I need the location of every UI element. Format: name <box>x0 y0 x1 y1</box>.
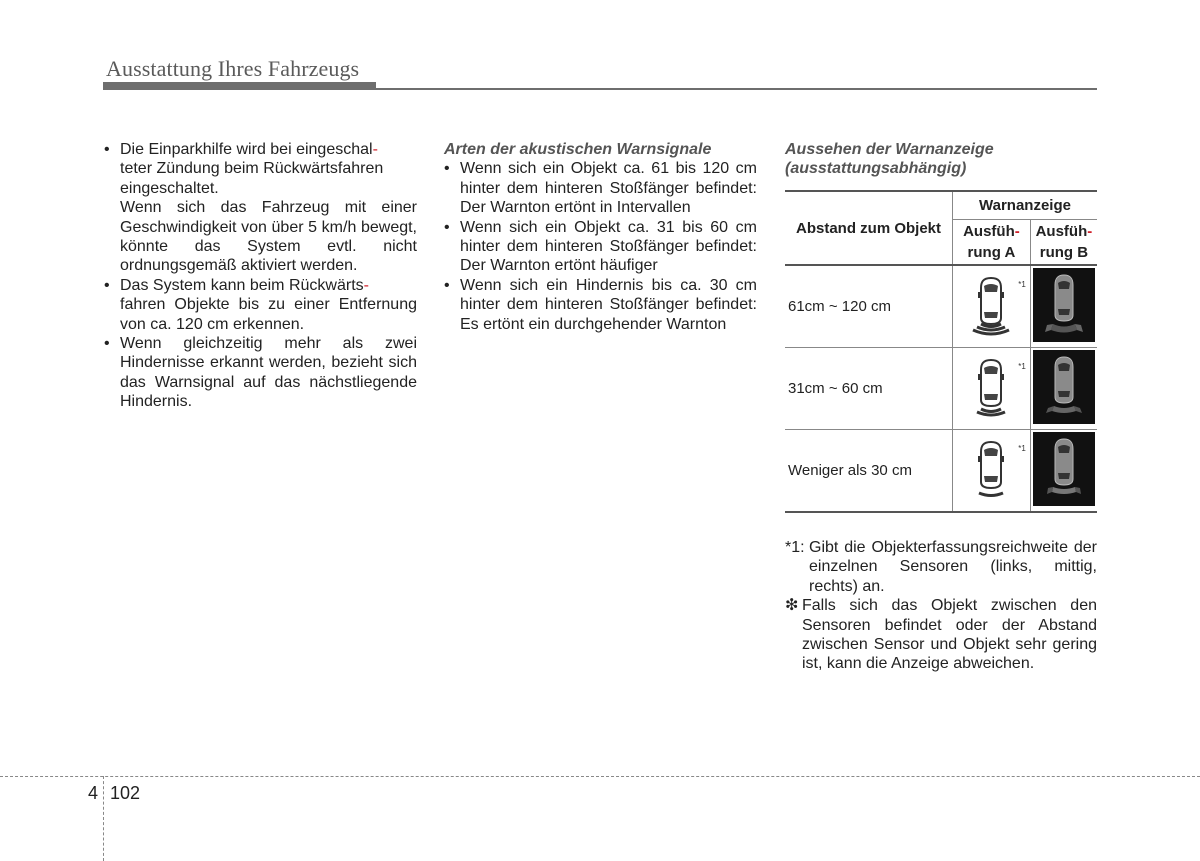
chapter-number: 4 <box>88 783 99 803</box>
heading-line: Aussehen der Warnanzeige <box>785 141 994 158</box>
page-number: 102 <box>110 783 141 803</box>
text-line: Die Einparkhilfe wird bei eingeschal <box>120 141 373 158</box>
icon-cell-a <box>953 430 1031 513</box>
hyphen-mark: - <box>1087 223 1093 240</box>
warning-display-table <box>785 190 1097 513</box>
header-warning-display: Warnanzeige <box>953 191 1098 220</box>
list-item: • Wenn sich ein Objekt ca. 61 bis 120 cm hinter dem hinteren Stoßfänger befindet: Der Warnton ertönt in Intervallen <box>444 159 757 217</box>
car-sensor-display-icon <box>1033 350 1095 424</box>
asterism-icon: ❇ <box>785 597 799 615</box>
page-header-title: Ausstattung Ihres Fahrzeugs <box>106 56 360 81</box>
car-sensor-display-icon <box>1033 268 1095 342</box>
car-sensor-display-icon <box>1033 432 1095 506</box>
header-version-a <box>953 220 1031 266</box>
icon-cell-b <box>1030 265 1097 348</box>
header-text: rung B <box>1039 244 1089 261</box>
footnote-mark: *1 <box>1018 280 1026 289</box>
footnote-mark: *1 <box>1018 362 1026 371</box>
distance-cell: 61cm ~ 120 cm <box>785 265 953 348</box>
list-item <box>104 140 417 198</box>
car-sensor-outline-icon <box>955 436 1027 502</box>
footnote-1 <box>785 538 1097 596</box>
footnote-text: Gibt die Objekterfassungsreichweite der einzelnen Sensoren (links, mittig, rechts) an. <box>809 539 1097 595</box>
list-item: • Wenn sich ein Objekt ca. 31 bis 60 cm hinter dem hinteren Stoßfänger befindet: Der Warnton ertönt häufiger <box>444 218 757 276</box>
car-sensor-outline-icon <box>955 272 1027 338</box>
hyphen-mark: - <box>372 141 378 158</box>
header-text: Ausfüh <box>963 223 1015 240</box>
icon-cell-b <box>1030 348 1097 430</box>
distance-cell: Weniger als 30 cm <box>785 430 953 513</box>
footnotes <box>785 538 1097 674</box>
car-sensor-outline-icon <box>955 354 1027 420</box>
section-heading <box>785 140 1097 179</box>
header-rule-thick <box>103 82 376 90</box>
footer-rule <box>0 776 1200 777</box>
table-row <box>785 348 1097 430</box>
header-version-b <box>1030 220 1097 266</box>
list-item: • Wenn gleichzeitig mehr als zwei Hindernisse erkannt werden, bezieht sich das Warnsignal auf das nächstliegende Hindernis. <box>104 334 417 412</box>
list-item <box>104 276 417 334</box>
column-middle <box>444 140 757 334</box>
column-left <box>104 140 417 412</box>
footnote-text: Falls sich das Objekt zwischen den Sensoren befindet oder der Abstand zwischen Sensor und Objekt sehr gering ist, kann die Anzeige abweichen. <box>802 597 1097 673</box>
section-heading: Arten der akustischen Warnsignale <box>444 141 712 158</box>
distance-cell: 31cm ~ 60 cm <box>785 348 953 430</box>
hyphen-mark: - <box>363 276 369 294</box>
icon-cell-a <box>953 265 1031 348</box>
footnote-2 <box>785 596 1097 674</box>
header-distance: Abstand zum Objekt <box>785 191 953 265</box>
hyphen-mark: - <box>1014 223 1020 240</box>
footnote-mark: *1 <box>1018 444 1026 453</box>
table-row <box>785 430 1097 513</box>
header-text: Ausfüh <box>1035 223 1088 240</box>
icon-cell-b <box>1030 430 1097 513</box>
text-line: Das System kann beim Rückwärts <box>120 276 364 294</box>
header-text: rung A <box>967 244 1016 261</box>
icon-cell-a <box>953 348 1031 430</box>
text: fahren Objekte bis zu einer Entfernung von ca. 120 cm erkennen. <box>120 296 417 333</box>
footer-divider <box>103 776 104 861</box>
header-rule-thin <box>376 88 1097 90</box>
column-right <box>785 140 1097 179</box>
text-line: teter Zündung beim Rückwärtsfahren <box>120 160 384 178</box>
footnote-marker: *1: <box>785 539 805 556</box>
list-item: • Wenn sich ein Hindernis bis ca. 30 cm hinter dem hinteren Stoßfänger befindet: Es ertönt ein durchgehender Warnton <box>444 276 757 334</box>
paragraph: Wenn sich das Fahrzeug mit einer Geschwindigkeit von über 5 km/h bewegt, könnte das System evtl. nicht ordnungsgemäß aktiviert werden. <box>120 199 417 275</box>
heading-line: (ausstattungsabhängig) <box>785 160 967 178</box>
text-line: eingeschaltet. <box>120 179 219 197</box>
table-row <box>785 265 1097 348</box>
